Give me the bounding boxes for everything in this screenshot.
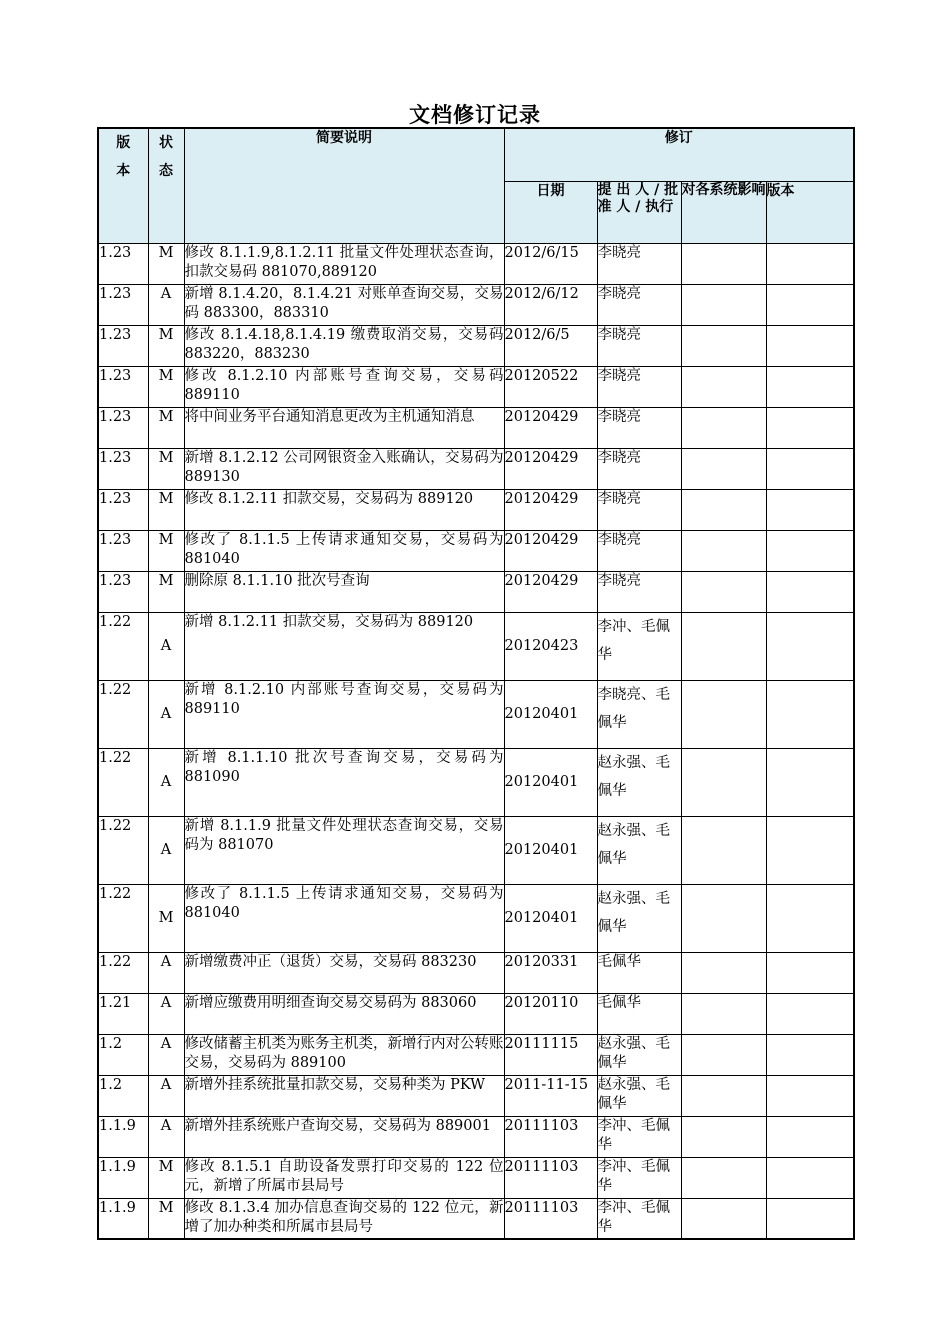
proposer-cell: 李晓亮 bbox=[597, 366, 681, 407]
date-cell: 20120110 bbox=[504, 993, 597, 1034]
status-cell: A bbox=[148, 680, 184, 748]
impact-cell bbox=[681, 1034, 766, 1075]
status-cell: A bbox=[148, 952, 184, 993]
status-cell: A bbox=[148, 612, 184, 680]
proposer-cell: 毛佩华 bbox=[597, 993, 681, 1034]
rev-version-cell bbox=[766, 816, 854, 884]
description-cell: 新增 8.1.4.20，8.1.4.21 对账单查询交易，交易码 883300，883310 bbox=[184, 284, 504, 325]
proposer-cell: 李晓亮、毛佩华 bbox=[597, 680, 681, 748]
table-row bbox=[98, 993, 854, 1034]
status-cell: A bbox=[148, 816, 184, 884]
table-row bbox=[98, 952, 854, 993]
impact-cell bbox=[681, 366, 766, 407]
description-cell: 修改了 8.1.1.5 上传请求通知交易，交易码为 881040 bbox=[184, 530, 504, 571]
date-cell: 2011-11-15 bbox=[504, 1075, 597, 1116]
table-row bbox=[98, 884, 854, 952]
proposer-cell: 赵永强、毛佩华 bbox=[597, 1034, 681, 1075]
rev-version-cell bbox=[766, 993, 854, 1034]
version-cell: 1.1.9 bbox=[98, 1116, 148, 1157]
version-cell: 1.23 bbox=[98, 325, 148, 366]
proposer-cell: 李冲、毛佩华 bbox=[597, 1116, 681, 1157]
date-cell: 20111115 bbox=[504, 1034, 597, 1075]
header-status: 状 态 bbox=[148, 128, 184, 243]
table-row bbox=[98, 680, 854, 748]
impact-cell bbox=[681, 284, 766, 325]
impact-cell bbox=[681, 1116, 766, 1157]
description-cell: 新增外挂系统批量扣款交易，交易种类为 PKW bbox=[184, 1075, 504, 1116]
table-row bbox=[98, 407, 854, 448]
description-cell: 修改 8.1.3.4 加办信息查询交易的 122 位元，新增了加办种类和所属市县局号 bbox=[184, 1198, 504, 1239]
proposer-cell: 赵永强、毛佩华 bbox=[597, 1075, 681, 1116]
impact-cell bbox=[681, 571, 766, 612]
version-cell: 1.23 bbox=[98, 571, 148, 612]
rev-version-cell bbox=[766, 407, 854, 448]
rev-version-cell bbox=[766, 530, 854, 571]
date-cell: 20120401 bbox=[504, 884, 597, 952]
table-row bbox=[98, 816, 854, 884]
table-row bbox=[98, 325, 854, 366]
description-cell: 修改了 8.1.1.5 上传请求通知交易，交易码为 881040 bbox=[184, 884, 504, 952]
version-cell: 1.22 bbox=[98, 884, 148, 952]
version-cell: 1.23 bbox=[98, 243, 148, 284]
proposer-cell: 李冲、毛佩华 bbox=[597, 1157, 681, 1198]
version-cell: 1.23 bbox=[98, 489, 148, 530]
document-title: 文档修订记录 bbox=[409, 103, 541, 127]
rev-version-cell bbox=[766, 325, 854, 366]
impact-cell bbox=[681, 816, 766, 884]
status-cell: M bbox=[148, 884, 184, 952]
impact-cell bbox=[681, 325, 766, 366]
description-cell: 修改 8.1.5.1 自助设备发票打印交易的 122 位元，新增了所属市县局号 bbox=[184, 1157, 504, 1198]
header-summary: 简要说明 bbox=[184, 128, 504, 243]
version-cell: 1.23 bbox=[98, 284, 148, 325]
table-row bbox=[98, 1157, 854, 1198]
table-row bbox=[98, 1034, 854, 1075]
description-cell: 新增 8.1.2.12 公司网银资金入账确认，交易码为 889130 bbox=[184, 448, 504, 489]
impact-cell bbox=[681, 993, 766, 1034]
description-cell: 修改 8.1.4.18,8.1.4.19 缴费取消交易，交易码 883220，883230 bbox=[184, 325, 504, 366]
impact-cell bbox=[681, 407, 766, 448]
status-cell: A bbox=[148, 284, 184, 325]
rev-version-cell bbox=[766, 571, 854, 612]
description-cell: 新增 8.1.2.11 扣款交易，交易码为 889120 bbox=[184, 612, 504, 680]
date-cell: 20120522 bbox=[504, 366, 597, 407]
rev-version-cell bbox=[766, 366, 854, 407]
date-cell: 20120429 bbox=[504, 489, 597, 530]
status-cell: M bbox=[148, 530, 184, 571]
status-cell: A bbox=[148, 1034, 184, 1075]
status-cell: M bbox=[148, 571, 184, 612]
header-impact: 对各系统影响 bbox=[681, 181, 766, 243]
rev-version-cell bbox=[766, 884, 854, 952]
header-date: 日期 bbox=[504, 181, 597, 243]
version-cell: 1.1.9 bbox=[98, 1157, 148, 1198]
proposer-cell: 李冲、毛佩华 bbox=[597, 612, 681, 680]
table-row bbox=[98, 1116, 854, 1157]
rev-version-cell bbox=[766, 489, 854, 530]
version-cell: 1.22 bbox=[98, 952, 148, 993]
rev-version-cell bbox=[766, 1075, 854, 1116]
description-cell: 新增应缴费用明细查询交易交易码为 883060 bbox=[184, 993, 504, 1034]
version-cell: 1.23 bbox=[98, 407, 148, 448]
description-cell: 修改储蓄主机类为账务主机类，新增行内对公转账交易，交易码为 889100 bbox=[184, 1034, 504, 1075]
rev-version-cell bbox=[766, 1198, 854, 1239]
version-cell: 1.22 bbox=[98, 748, 148, 816]
rev-version-cell bbox=[766, 1116, 854, 1157]
version-cell: 1.22 bbox=[98, 680, 148, 748]
header-revision: 修订 bbox=[504, 128, 854, 181]
table-row bbox=[98, 571, 854, 612]
description-cell: 修改 8.1.2.10 内部账号查询交易，交易码 889110 bbox=[184, 366, 504, 407]
status-cell: M bbox=[148, 448, 184, 489]
description-cell: 新增 8.1.1.9 批量文件处理状态查询交易，交易码为 881070 bbox=[184, 816, 504, 884]
status-cell: M bbox=[148, 366, 184, 407]
description-cell: 修改 8.1.1.9,8.1.2.11 批量文件处理状态查询，扣款交易码 881070,889120 bbox=[184, 243, 504, 284]
proposer-cell: 李晓亮 bbox=[597, 284, 681, 325]
proposer-cell: 毛佩华 bbox=[597, 952, 681, 993]
rev-version-cell bbox=[766, 243, 854, 284]
version-cell: 1.22 bbox=[98, 612, 148, 680]
header-version: 版 本 bbox=[98, 128, 148, 243]
impact-cell bbox=[681, 952, 766, 993]
table-row bbox=[98, 243, 854, 284]
date-cell: 20120331 bbox=[504, 952, 597, 993]
proposer-cell: 赵永强、毛佩华 bbox=[597, 816, 681, 884]
date-cell: 20111103 bbox=[504, 1157, 597, 1198]
revision-rows bbox=[98, 243, 854, 1239]
rev-version-cell bbox=[766, 612, 854, 680]
version-cell: 1.21 bbox=[98, 993, 148, 1034]
status-cell: M bbox=[148, 243, 184, 284]
date-cell: 20120429 bbox=[504, 407, 597, 448]
impact-cell bbox=[681, 530, 766, 571]
status-cell: M bbox=[148, 1157, 184, 1198]
date-cell: 20120429 bbox=[504, 448, 597, 489]
description-cell: 新增 8.1.2.10 内部账号查询交易，交易码为 889110 bbox=[184, 680, 504, 748]
table-row bbox=[98, 748, 854, 816]
date-cell: 20120429 bbox=[504, 571, 597, 612]
description-cell: 删除原 8.1.1.10 批次号查询 bbox=[184, 571, 504, 612]
version-cell: 1.23 bbox=[98, 530, 148, 571]
description-cell: 新增 8.1.1.10 批次号查询交易，交易码为 881090 bbox=[184, 748, 504, 816]
description-cell: 修改 8.1.2.11 扣款交易，交易码为 889120 bbox=[184, 489, 504, 530]
rev-version-cell bbox=[766, 284, 854, 325]
impact-cell bbox=[681, 448, 766, 489]
version-cell: 1.23 bbox=[98, 448, 148, 489]
impact-cell bbox=[681, 1075, 766, 1116]
header-proposer: 提 出 人 / 批 准 人 / 执行 bbox=[597, 181, 681, 243]
rev-version-cell bbox=[766, 1157, 854, 1198]
proposer-cell: 李晓亮 bbox=[597, 530, 681, 571]
impact-cell bbox=[681, 489, 766, 530]
status-cell: M bbox=[148, 325, 184, 366]
status-cell: M bbox=[148, 1198, 184, 1239]
table-row bbox=[98, 284, 854, 325]
table-row bbox=[98, 1198, 854, 1239]
proposer-cell: 李晓亮 bbox=[597, 325, 681, 366]
date-cell: 20120401 bbox=[504, 816, 597, 884]
rev-version-cell bbox=[766, 748, 854, 816]
date-cell: 2012/6/12 bbox=[504, 284, 597, 325]
status-cell: M bbox=[148, 407, 184, 448]
revision-table bbox=[97, 127, 855, 1240]
impact-cell bbox=[681, 1157, 766, 1198]
impact-cell bbox=[681, 243, 766, 284]
status-cell: A bbox=[148, 748, 184, 816]
date-cell: 20111103 bbox=[504, 1198, 597, 1239]
table-row bbox=[98, 530, 854, 571]
proposer-cell: 李晓亮 bbox=[597, 448, 681, 489]
status-cell: M bbox=[148, 489, 184, 530]
date-cell: 20120401 bbox=[504, 680, 597, 748]
proposer-cell: 李晓亮 bbox=[597, 243, 681, 284]
impact-cell bbox=[681, 612, 766, 680]
table-row bbox=[98, 448, 854, 489]
date-cell: 20120423 bbox=[504, 612, 597, 680]
proposer-cell: 李晓亮 bbox=[597, 407, 681, 448]
description-cell: 新增外挂系统账户查询交易，交易码为 889001 bbox=[184, 1116, 504, 1157]
proposer-cell: 赵永强、毛佩华 bbox=[597, 748, 681, 816]
status-cell: A bbox=[148, 993, 184, 1034]
proposer-cell: 李冲、毛佩华 bbox=[597, 1198, 681, 1239]
date-cell: 20120401 bbox=[504, 748, 597, 816]
version-cell: 1.2 bbox=[98, 1075, 148, 1116]
date-cell: 20120429 bbox=[504, 530, 597, 571]
version-cell: 1.23 bbox=[98, 366, 148, 407]
date-cell: 2012/6/5 bbox=[504, 325, 597, 366]
impact-cell bbox=[681, 1198, 766, 1239]
table-row bbox=[98, 489, 854, 530]
description-cell: 新增缴费冲正（退货）交易，交易码 883230 bbox=[184, 952, 504, 993]
rev-version-cell bbox=[766, 680, 854, 748]
description-cell: 将中间业务平台通知消息更改为主机通知消息 bbox=[184, 407, 504, 448]
status-cell: A bbox=[148, 1075, 184, 1116]
proposer-cell: 赵永强、毛佩华 bbox=[597, 884, 681, 952]
impact-cell bbox=[681, 748, 766, 816]
date-cell: 2012/6/15 bbox=[504, 243, 597, 284]
header-rev-version: 版本 bbox=[766, 181, 854, 243]
table-row bbox=[98, 612, 854, 680]
status-cell: A bbox=[148, 1116, 184, 1157]
version-cell: 1.1.9 bbox=[98, 1198, 148, 1239]
impact-cell bbox=[681, 884, 766, 952]
rev-version-cell bbox=[766, 1034, 854, 1075]
rev-version-cell bbox=[766, 448, 854, 489]
impact-cell bbox=[681, 680, 766, 748]
date-cell: 20111103 bbox=[504, 1116, 597, 1157]
proposer-cell: 李晓亮 bbox=[597, 489, 681, 530]
rev-version-cell bbox=[766, 952, 854, 993]
table-row bbox=[98, 1075, 854, 1116]
version-cell: 1.2 bbox=[98, 1034, 148, 1075]
version-cell: 1.22 bbox=[98, 816, 148, 884]
table-row bbox=[98, 366, 854, 407]
proposer-cell: 李晓亮 bbox=[597, 571, 681, 612]
